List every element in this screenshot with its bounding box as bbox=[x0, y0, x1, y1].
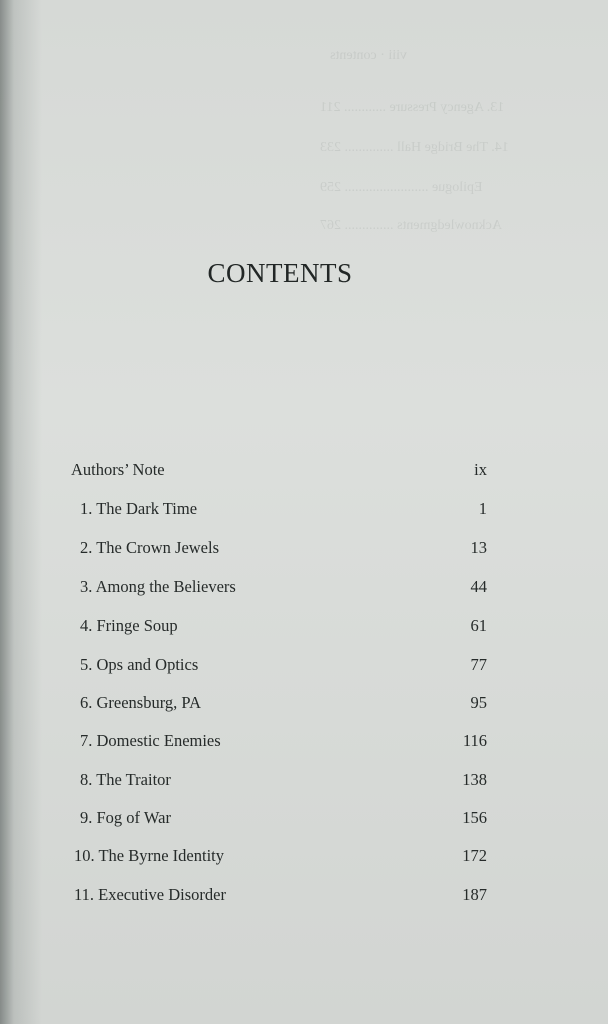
toc-entry bbox=[0, 846, 608, 872]
show-through-text: 14. The Bridge Hall .............. 233 bbox=[320, 140, 509, 155]
toc-entry-label: 3. Among the Believers bbox=[80, 577, 236, 596]
toc-entry-label: 10. The Byrne Identity bbox=[74, 846, 224, 865]
toc-entry-page: 61 bbox=[470, 616, 487, 635]
toc-entry-page: 138 bbox=[462, 770, 487, 789]
toc-entry bbox=[0, 655, 608, 681]
toc-entry-label: 8. The Traitor bbox=[80, 770, 171, 789]
toc-entry-page: 116 bbox=[462, 731, 487, 750]
show-through-text: viii · contents bbox=[330, 48, 407, 63]
toc-entry-page: 95 bbox=[470, 693, 487, 712]
toc-entry-label: 5. Ops and Optics bbox=[80, 655, 199, 674]
toc-entry bbox=[0, 808, 608, 834]
toc-entry-label: 1. The Dark Time bbox=[80, 499, 198, 518]
toc-entry-page: 1 bbox=[478, 499, 487, 518]
toc-entry bbox=[0, 731, 608, 757]
toc-entry-page: 172 bbox=[462, 846, 487, 865]
toc-entry bbox=[0, 616, 608, 642]
contents-heading: CONTENTS bbox=[207, 258, 353, 288]
toc-entry-label: 9. Fog of War bbox=[80, 808, 171, 827]
toc-entry-page: 44 bbox=[470, 577, 487, 596]
toc-entry-label: 6. Greensburg, PA bbox=[80, 693, 202, 712]
toc-entry-page: 156 bbox=[462, 808, 487, 827]
show-through-text: 13. Agency Pressure ............ 211 bbox=[320, 100, 505, 115]
show-through-text: Epilogue ........................ 259 bbox=[320, 180, 483, 195]
toc-entry-label: 4. Fringe Soup bbox=[80, 616, 178, 635]
toc-entry-label: 7. Domestic Enemies bbox=[80, 731, 221, 750]
show-through-text: Acknowledgments .............. 267 bbox=[320, 218, 502, 233]
toc-entry-page: 77 bbox=[470, 655, 487, 674]
toc-entry bbox=[0, 577, 608, 603]
toc-entry-label: Authors’ Note bbox=[71, 460, 165, 479]
toc-entry-page: 13 bbox=[470, 538, 487, 557]
toc-entry-label: 2. The Crown Jewels bbox=[80, 538, 220, 557]
toc-entry bbox=[0, 693, 608, 719]
toc-entry bbox=[0, 538, 608, 564]
toc-entry-page: ix bbox=[474, 460, 487, 479]
toc-entry bbox=[0, 770, 608, 796]
toc-entry-page: 187 bbox=[462, 885, 487, 904]
toc-entry bbox=[0, 885, 608, 911]
toc-entry bbox=[0, 499, 608, 525]
toc-entry-label: 11. Executive Disorder bbox=[74, 885, 226, 904]
toc-entry bbox=[0, 460, 608, 486]
